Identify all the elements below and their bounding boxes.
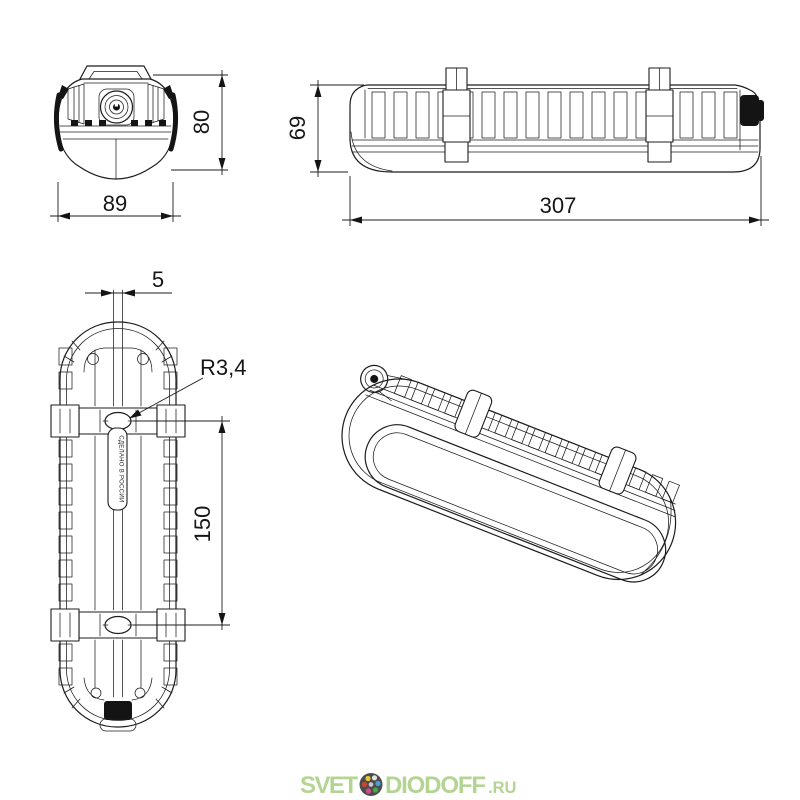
- dimension-plan-slot: [85, 267, 172, 297]
- dim-plan-slot-label: 5: [151, 267, 165, 292]
- front-cable-gland: [99, 89, 134, 125]
- dim-front-height-label: 80: [189, 109, 214, 135]
- dimension-plan-radius: [129, 355, 246, 419]
- dimension-front-width: [50, 182, 181, 222]
- front-top-bracket: [80, 66, 151, 79]
- plan-top-end: [84, 348, 152, 372]
- side-ribs: [372, 92, 737, 138]
- dim-side-height-label: 69: [285, 115, 310, 141]
- watermark-text-right: DIODOFF: [385, 772, 486, 799]
- made-in-russia-badge: [108, 428, 127, 510]
- front-view: [50, 66, 228, 222]
- iso-diffuser: [356, 415, 675, 591]
- iso-body-outline: [325, 362, 692, 596]
- watermark-tld: .RU: [488, 779, 517, 797]
- dimension-plan-spacing: [133, 416, 230, 630]
- plan-view: [51, 267, 246, 731]
- side-mounting-clip-right: [646, 68, 673, 162]
- side-body-outline: [350, 85, 760, 172]
- made-in-russia-label: СДЕЛАНО В РОССИИ: [117, 435, 124, 503]
- dim-plan-spacing-label: 150: [190, 505, 215, 543]
- watermark: [300, 772, 516, 799]
- plan-cable-gland: [104, 701, 132, 720]
- dimension-side-length: [342, 156, 769, 226]
- side-mounting-clip-left: [443, 68, 470, 162]
- iso-mounting-clip-right: [597, 445, 637, 495]
- plan-body-outline: [60, 322, 176, 727]
- watermark-logo-icon: [360, 773, 383, 796]
- watermark-text-left: SVET: [300, 772, 358, 799]
- dim-side-length-label: 307: [539, 193, 577, 218]
- plan-edge-ribs: [59, 341, 177, 708]
- dim-front-width-label: 89: [102, 191, 128, 216]
- iso-ribs: [394, 376, 679, 503]
- side-view: [285, 68, 769, 226]
- isometric-view: [325, 350, 698, 597]
- iso-mounting-clip-left: [453, 388, 493, 438]
- dim-plan-radius-label: R3,4: [200, 355, 247, 380]
